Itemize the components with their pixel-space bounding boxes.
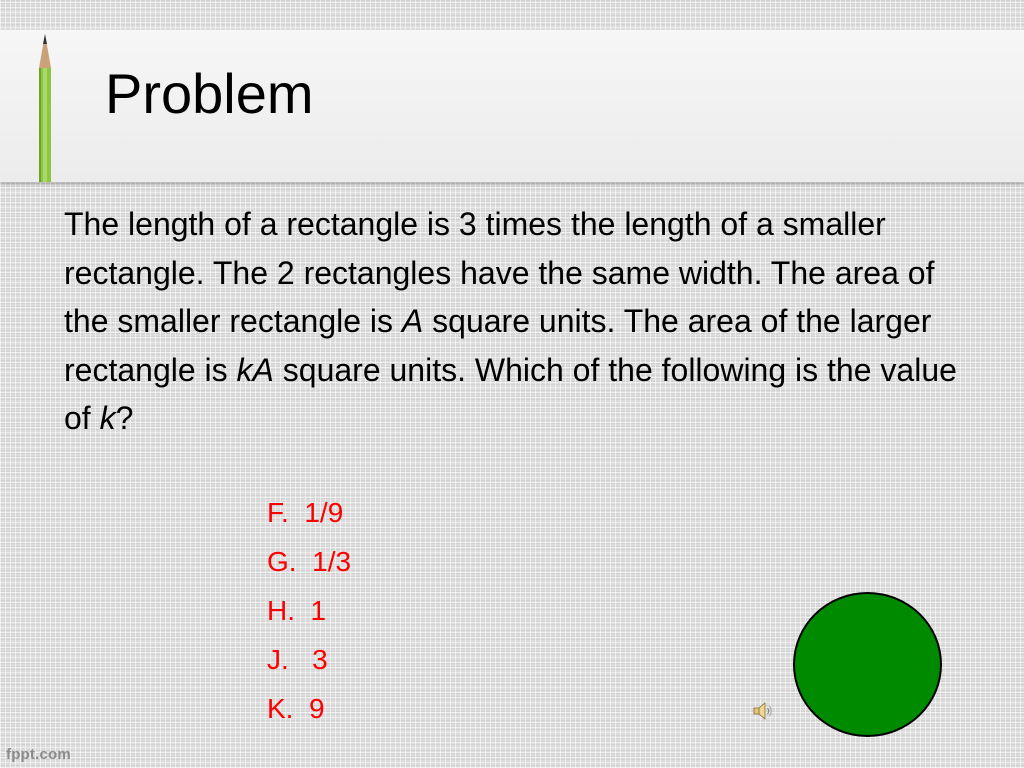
page-title: Problem <box>105 62 314 125</box>
choice-f: F. 1/9 <box>267 497 344 528</box>
green-circle-shape <box>793 592 942 737</box>
question-part-4: ? <box>115 400 134 436</box>
question-part-1: The length of a rectangle is 3 times the length of a smaller rectangle. The 2 rectangles have the same width. The area of the smaller rectangle is <box>64 206 935 339</box>
choice-h: H. 1 <box>267 595 327 626</box>
footer-brand: fppt.com <box>6 746 71 763</box>
speaker-icon[interactable] <box>752 700 774 722</box>
variable-k: k <box>99 400 116 436</box>
variable-a: A <box>401 303 424 339</box>
choice-k: K. 9 <box>267 693 325 724</box>
question-part-3: square units. Which of the following is the value of <box>64 351 957 436</box>
choice-g: G. 1/3 <box>267 546 352 577</box>
answer-choices <box>267 494 351 739</box>
question-text <box>64 200 974 443</box>
pencil-icon <box>30 32 60 182</box>
choice-j: J. 3 <box>267 644 328 675</box>
variable-ka: kA <box>236 351 274 388</box>
question-part-2: square units. The area of the larger rectangle is <box>64 303 932 388</box>
